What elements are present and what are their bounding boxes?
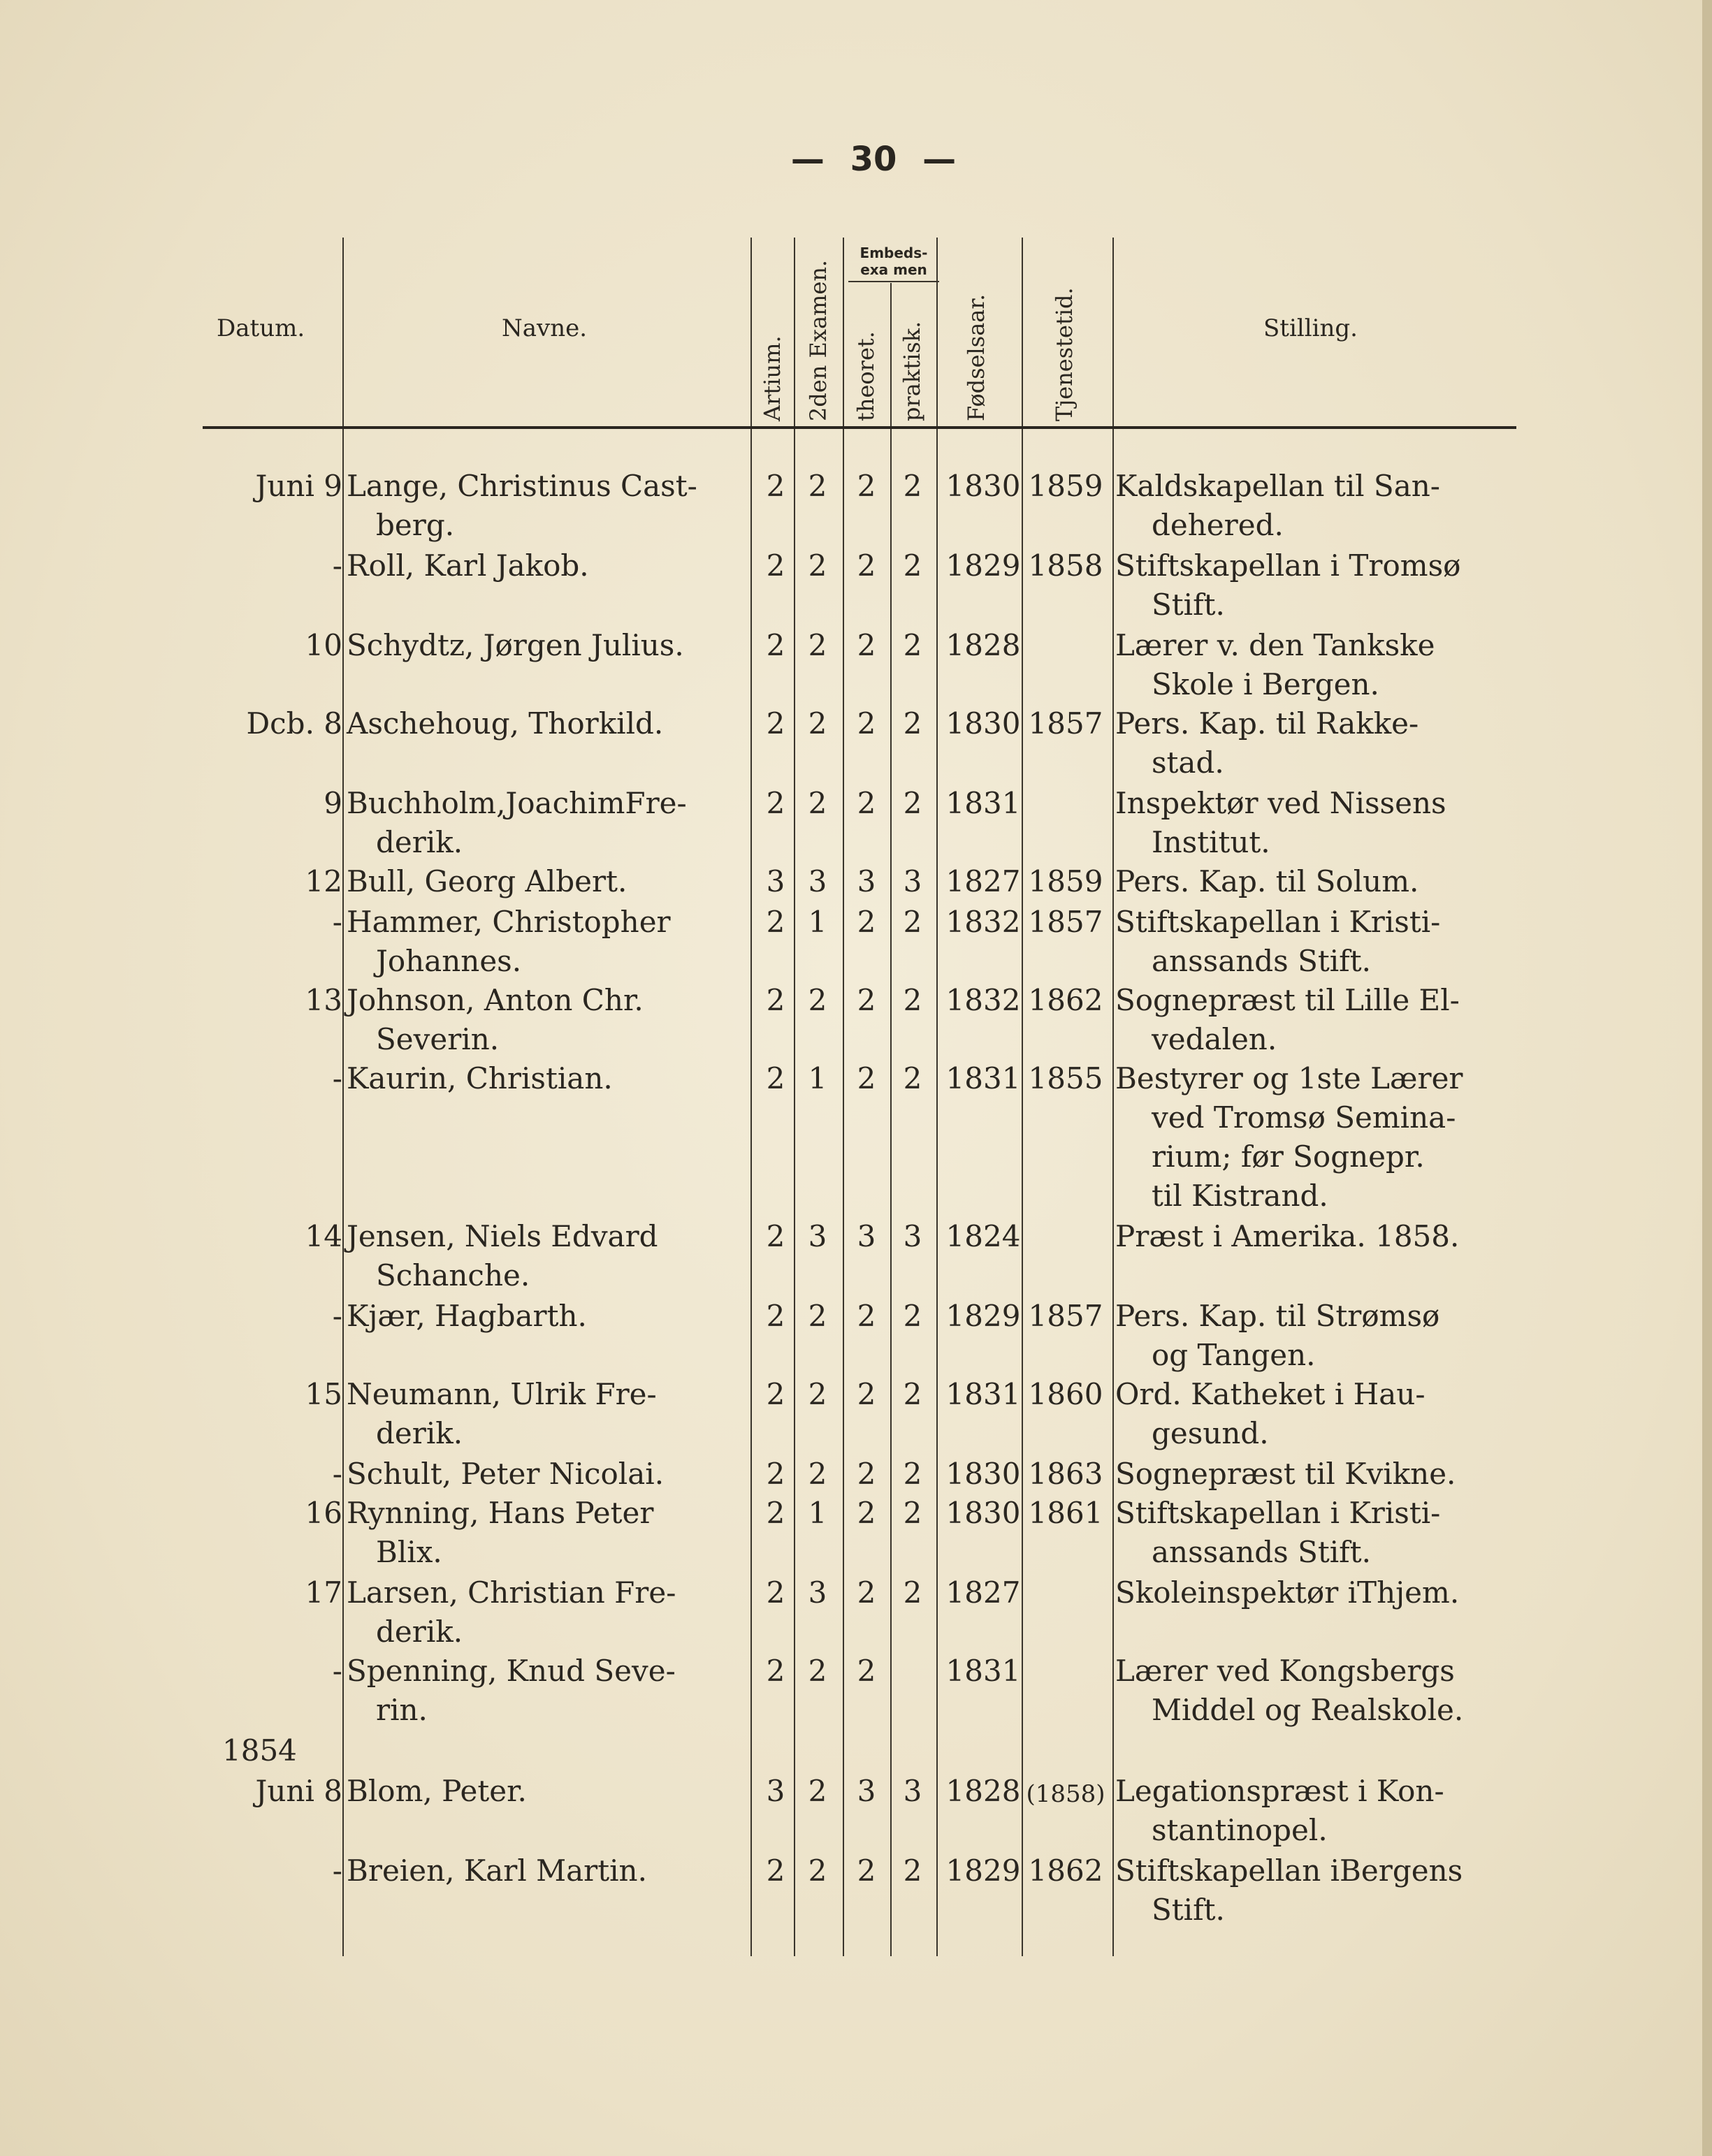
row-name-cont: berg. [376,508,455,542]
row-name: Kaurin, Christian. [347,1061,613,1095]
row-artium: 2 [766,905,785,939]
row-stilling: Inspektør ved Nissens [1115,786,1446,820]
row-examen: 2 [808,469,827,503]
embeds-rule [848,281,939,282]
row-tjenestetid: 1857 [1028,905,1103,939]
row-examen: 1 [808,905,827,939]
row-born: 1829 [945,1853,1021,1888]
row-stilling-cont: til Kistrand. [1152,1179,1328,1213]
row-born: 1831 [945,1654,1021,1688]
row-theoret: 2 [857,1457,876,1491]
row-stilling-cont: dehered. [1152,508,1284,542]
row-tjenestetid: (1858) [1026,1780,1105,1808]
row-name: Spenning, Knud Seve- [347,1654,676,1688]
row-praktisk: 3 [903,1774,922,1808]
row-stilling-cont: Stift. [1152,588,1225,622]
year-marker: 1854 [222,1733,297,1768]
row-date: - [332,548,342,583]
row-name-cont: Severin. [376,1022,500,1056]
row-examen: 2 [808,786,827,820]
header-navne: Navne. [502,314,588,342]
row-artium: 2 [766,1219,785,1253]
row-name-cont: derik. [376,825,463,859]
row-date: 17 [305,1575,342,1610]
row-tjenestetid: 1859 [1028,864,1103,898]
row-name-cont: derik. [376,1416,463,1450]
row-examen: 2 [808,1457,827,1491]
row-name: Jensen, Niels Edvard [347,1219,658,1253]
row-tjenestetid: 1861 [1028,1496,1103,1530]
row-stilling: Lærer v. den Tankske [1115,628,1435,662]
row-praktisk: 3 [903,864,922,898]
row-stilling-cont: Institut. [1152,825,1270,859]
row-date: - [332,905,342,939]
row-tjenestetid: 1857 [1028,1299,1103,1333]
row-stilling: Præst i Amerika. 1858. [1115,1219,1460,1253]
row-theoret: 2 [857,1853,876,1888]
row-stilling: Lærer ved Kongsbergs [1115,1654,1455,1688]
row-name: Aschehoug, Thorkild. [347,706,664,741]
row-name: Bull, Georg Albert. [347,864,628,898]
row-tjenestetid: 1859 [1028,469,1103,503]
row-stilling: Legationspræst i Kon- [1115,1774,1444,1808]
header-anden-examen: 2den Examen. [805,259,832,421]
row-praktisk: 2 [903,786,922,820]
row-born: 1830 [945,1496,1021,1530]
col-rule [890,283,892,1956]
row-examen: 3 [808,1219,827,1253]
row-artium: 2 [766,1853,785,1888]
row-praktisk: 2 [903,1575,922,1610]
row-born: 1824 [945,1219,1021,1253]
row-date: - [332,1457,342,1491]
row-name-cont: Johannes. [376,944,522,978]
row-born: 1827 [945,1575,1021,1610]
row-date: 14 [305,1219,342,1253]
row-born: 1830 [945,469,1021,503]
row-praktisk: 3 [903,1219,922,1253]
row-stilling-cont: rium; før Sognepr. [1152,1139,1425,1174]
row-born: 1832 [945,905,1021,939]
row-praktisk: 2 [903,628,922,662]
row-name: Schult, Peter Nicolai. [347,1457,665,1491]
col-rule [750,238,752,1956]
row-stilling: Stiftskapellan i Kristi- [1115,905,1441,939]
row-name: Hammer, Christopher [347,905,671,939]
row-artium: 2 [766,1575,785,1610]
row-stilling: Pers. Kap. til Solum. [1115,864,1419,898]
row-date: - [332,1061,342,1095]
row-artium: 3 [766,864,785,898]
row-stilling: Ord. Katheket i Hau- [1115,1377,1426,1411]
row-stilling: Pers. Kap. til Strømsø [1115,1299,1440,1333]
col-rule [843,238,844,1956]
row-name: Neumann, Ulrik Fre- [347,1377,657,1411]
row-tjenestetid: 1862 [1028,983,1103,1017]
row-praktisk: 2 [903,983,922,1017]
header-tjenestetid: Tjenestetid. [1051,287,1078,421]
row-theoret: 3 [857,1774,876,1808]
row-stilling: Stiftskapellan iBergens [1115,1853,1463,1888]
row-tjenestetid: 1855 [1028,1061,1103,1095]
row-artium: 2 [766,1496,785,1530]
row-name: Schydtz, Jørgen Julius. [347,628,684,662]
row-artium: 2 [766,628,785,662]
row-date: 10 [305,628,342,662]
row-tjenestetid: 1862 [1028,1853,1103,1888]
row-date: - [332,1654,342,1688]
row-stilling: Sognepræst til Lille El- [1115,983,1460,1017]
row-praktisk: 2 [903,1061,922,1095]
row-stilling-cont: anssands Stift. [1152,944,1371,978]
row-date: 13 [305,983,342,1017]
row-stilling-cont: stantinopel. [1152,1813,1328,1847]
row-name: Blom, Peter. [347,1774,527,1808]
row-born: 1831 [945,1377,1021,1411]
row-artium: 2 [766,548,785,583]
row-stilling-cont: og Tangen. [1152,1338,1316,1372]
row-stilling-cont: vedalen. [1152,1022,1277,1056]
row-theoret: 2 [857,469,876,503]
row-stilling-cont: stad. [1152,745,1224,780]
page-number-value: 30 [850,140,897,179]
row-praktisk: 2 [903,905,922,939]
header-praktisk: praktisk. [899,321,925,421]
header-stilling: Stilling. [1263,314,1358,342]
row-artium: 2 [766,1654,785,1688]
row-born: 1830 [945,706,1021,741]
row-examen: 1 [808,1061,827,1095]
row-date: - [332,1853,342,1888]
row-date: Juni 9 [255,469,342,503]
row-examen: 2 [808,1774,827,1808]
row-praktisk: 2 [903,1377,922,1411]
row-name-cont: Blix. [376,1535,442,1569]
row-theoret: 2 [857,1654,876,1688]
row-praktisk: 2 [903,1496,922,1530]
row-examen: 2 [808,1299,827,1333]
row-artium: 2 [766,1299,785,1333]
row-stilling: Pers. Kap. til Rakke- [1115,706,1419,741]
row-theoret: 2 [857,786,876,820]
row-examen: 2 [808,983,827,1017]
row-tjenestetid: 1857 [1028,706,1103,741]
row-stilling: Skoleinspektør iThjem. [1115,1575,1460,1610]
row-name-cont: rin. [376,1693,428,1727]
row-theoret: 2 [857,706,876,741]
row-date: 16 [305,1496,342,1530]
row-examen: 2 [808,628,827,662]
row-date: - [332,1299,342,1333]
row-stilling-cont: Stift. [1152,1893,1225,1927]
row-theoret: 3 [857,1219,876,1253]
row-theoret: 2 [857,628,876,662]
row-born: 1832 [945,983,1021,1017]
page-edge [1702,0,1712,2156]
row-date: Dcb. 8 [246,706,342,741]
row-born: 1829 [945,1299,1021,1333]
row-examen: 3 [808,1575,827,1610]
row-praktisk: 2 [903,1853,922,1888]
row-praktisk: 2 [903,548,922,583]
row-stilling-cont: Middel og Realskole. [1152,1693,1464,1727]
row-born: 1827 [945,864,1021,898]
header-embedsexamen: Embeds-exa men [859,245,928,278]
row-date: 9 [324,786,342,820]
row-examen: 2 [808,548,827,583]
row-theoret: 2 [857,1299,876,1333]
row-theoret: 2 [857,905,876,939]
row-tjenestetid: 1863 [1028,1457,1103,1491]
row-born: 1828 [945,628,1021,662]
row-stilling-cont: Skole i Bergen. [1152,667,1379,701]
row-theoret: 2 [857,1496,876,1530]
row-stilling-cont: ved Tromsø Semina- [1152,1100,1456,1135]
row-name-cont: Schanche. [376,1258,530,1292]
row-born: 1831 [945,786,1021,820]
header-datum: Datum. [217,314,305,342]
row-artium: 3 [766,1774,785,1808]
row-artium: 2 [766,786,785,820]
row-artium: 2 [766,1377,785,1411]
row-theoret: 2 [857,1575,876,1610]
row-date: Juni 8 [255,1774,342,1808]
row-theoret: 2 [857,1061,876,1095]
col-rule [342,238,344,1956]
row-stilling: Bestyrer og 1ste Lærer [1115,1061,1463,1095]
row-name: Rynning, Hans Peter [347,1496,654,1530]
row-stilling: Kaldskapellan til San- [1115,469,1440,503]
row-examen: 2 [808,1654,827,1688]
row-theoret: 2 [857,983,876,1017]
row-stilling-cont: anssands Stift. [1152,1535,1371,1569]
row-theoret: 2 [857,1377,876,1411]
row-theoret: 3 [857,864,876,898]
row-tjenestetid: 1860 [1028,1377,1103,1411]
row-stilling: Stiftskapellan i Tromsø [1115,548,1461,583]
header-artium: Artium. [759,335,785,421]
row-stilling-cont: gesund. [1152,1416,1269,1450]
row-praktisk: 2 [903,1457,922,1491]
row-born: 1831 [945,1061,1021,1095]
row-tjenestetid: 1858 [1028,548,1103,583]
row-born: 1830 [945,1457,1021,1491]
row-praktisk: 2 [903,1299,922,1333]
header-theoret: theoret. [853,331,879,421]
row-name: Kjær, Hagbarth. [347,1299,587,1333]
page-number: — 30 — [790,140,957,179]
row-name: Roll, Karl Jakob. [347,548,589,583]
row-praktisk: 2 [903,469,922,503]
row-examen: 2 [808,1377,827,1411]
row-name-cont: derik. [376,1615,463,1649]
row-praktisk: 2 [903,706,922,741]
row-artium: 2 [766,469,785,503]
row-born: 1828 [945,1774,1021,1808]
row-name: Larsen, Christian Fre- [347,1575,676,1610]
row-examen: 1 [808,1496,827,1530]
row-examen: 2 [808,706,827,741]
row-name: Buchholm,JoachimFre- [347,786,687,820]
row-examen: 2 [808,1853,827,1888]
row-born: 1829 [945,548,1021,583]
row-name: Johnson, Anton Chr. [347,983,644,1017]
row-artium: 2 [766,983,785,1017]
header-rule [203,426,1516,429]
row-theoret: 2 [857,548,876,583]
row-artium: 2 [766,1457,785,1491]
row-artium: 2 [766,706,785,741]
header-fodselsaar: Fødselsaar. [963,293,989,421]
row-examen: 3 [808,864,827,898]
row-stilling: Stiftskapellan i Kristi- [1115,1496,1441,1530]
row-date: 15 [305,1377,342,1411]
row-date: 12 [305,864,342,898]
row-stilling: Sognepræst til Kvikne. [1115,1457,1456,1491]
col-rule [1112,238,1114,1956]
row-artium: 2 [766,1061,785,1095]
row-name: Lange, Christinus Cast- [347,469,697,503]
row-name: Breien, Karl Martin. [347,1853,647,1888]
